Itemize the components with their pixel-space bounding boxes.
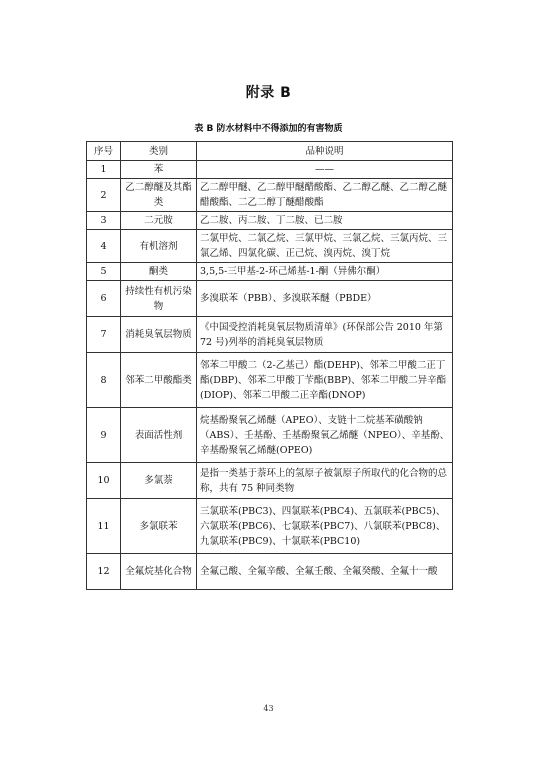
header-description: 品种说明 [197, 142, 453, 161]
table-row [87, 463, 453, 499]
row-category: 二元胺 [121, 212, 197, 230]
row-no: 8 [87, 353, 121, 408]
row-no: 1 [87, 161, 121, 179]
row-description: 3,5,5-三甲基-2-环己烯基-1-酮（异佛尔酮） [197, 263, 453, 281]
page-number: 43 [263, 704, 274, 713]
row-category: 有机溶剂 [121, 230, 197, 263]
row-no: 9 [87, 408, 121, 463]
table-row [87, 161, 453, 179]
row-category: 邻苯二甲酸酯类 [121, 353, 197, 408]
row-category: 多氯联苯 [121, 499, 197, 554]
table-header-row [87, 142, 453, 161]
row-category: 苯 [121, 161, 197, 179]
row-description: 多溴联苯（PBB）、多溴联苯醚（PBDE） [197, 281, 453, 317]
table-row [87, 281, 453, 317]
row-description: —— [197, 161, 453, 179]
appendix-title: 附录 B [245, 85, 292, 101]
row-category: 表面活性剂 [121, 408, 197, 463]
row-category: 酮类 [121, 263, 197, 281]
table-caption: 表 B 防水材料中不得添加的有害物质 [194, 124, 343, 134]
row-description: 邻苯二甲酸二（2-乙基己）酯(DEHP)、邻苯二甲酸二正丁酯(DBP)、邻苯二甲酸丁苄酯(BBP)、邻苯二甲酸二异辛酯(DIOP)、邻苯二甲酸二正辛酯(DNOP) [197, 353, 453, 408]
table-row [87, 317, 453, 353]
row-no: 12 [87, 554, 121, 590]
row-category: 持续性有机污染物 [121, 281, 197, 317]
table-row [87, 230, 453, 263]
row-no: 4 [87, 230, 121, 263]
header-category: 类别 [121, 142, 197, 161]
hazardous-substances-table [86, 141, 453, 590]
row-category: 消耗臭氧层物质 [121, 317, 197, 353]
table-row [87, 179, 453, 212]
table-row [87, 499, 453, 554]
row-category: 全氟烷基化合物 [121, 554, 197, 590]
row-no: 7 [87, 317, 121, 353]
row-description: 烷基酚聚氧乙烯醚（APEO）、支链十二烷基苯磺酸钠（ABS）、壬基酚、壬基酚聚氧乙烯醚（NPEO）、辛基酚、辛基酚聚氧乙烯醚(OPEO) [197, 408, 453, 463]
header-no: 序号 [87, 142, 121, 161]
row-no: 10 [87, 463, 121, 499]
row-category: 多氯萘 [121, 463, 197, 499]
table-row [87, 554, 453, 590]
row-category: 乙二醇醚及其酯类 [121, 179, 197, 212]
row-description: 乙二醇甲醚、乙二醇甲醚醋酸酯、乙二醇乙醚、乙二醇乙醚醋酸酯、二乙二醇丁醚醋酸酯 [197, 179, 453, 212]
row-no: 6 [87, 281, 121, 317]
row-no: 2 [87, 179, 121, 212]
table-row [87, 353, 453, 408]
row-description: 《中国受控消耗臭氧层物质清单》(环保部公告 2010 年第 72 号)列举的消耗臭氧层物质 [197, 317, 453, 353]
row-no: 11 [87, 499, 121, 554]
table-row [87, 263, 453, 281]
row-description: 全氟己酸、全氟辛酸、全氟壬酸、全氟癸酸、全氟十一酸 [197, 554, 453, 590]
table-row [87, 212, 453, 230]
row-description: 三氯联苯(PBC3)、四氯联苯(PBC4)、五氯联苯(PBC5)、六氯联苯(PBC6)、七氯联苯(PBC7)、八氯联苯(PBC8)、九氯联苯(PBC9)、十氯联苯(PBC10) [197, 499, 453, 554]
row-no: 5 [87, 263, 121, 281]
table-row [87, 408, 453, 463]
row-description: 二氯甲烷、二氯乙烷、三氯甲烷、三氯乙烷、三氯丙烷、三氯乙烯、四氯化碳、正己烷、溴丙烷、溴丁烷 [197, 230, 453, 263]
row-description: 乙二胺、丙二胺、丁二胺、已二胺 [197, 212, 453, 230]
row-description: 是指一类基于萘环上的氢原子被氯原子所取代的化合物的总称，共有 75 种同类物 [197, 463, 453, 499]
row-no: 3 [87, 212, 121, 230]
